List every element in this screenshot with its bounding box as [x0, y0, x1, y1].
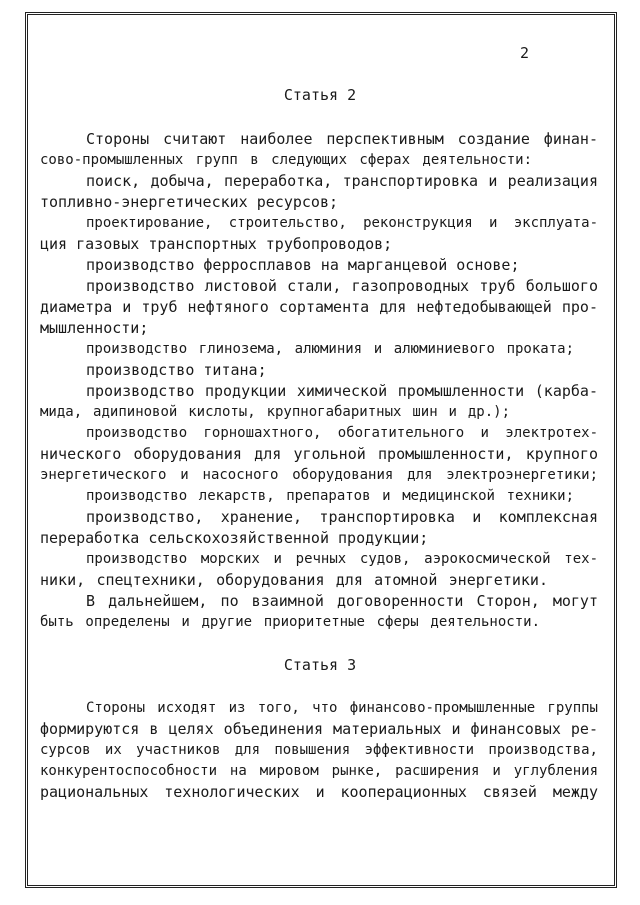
- article-2-line: мида, адипиновой кислоты, крупногабаритных шин и др.);: [40, 404, 510, 420]
- article-2-line: производство глинозема, алюминия и алюминиевого проката;: [86, 341, 574, 357]
- article-3-line: формируются в целях объединения материальных и финансовых ре-: [40, 720, 598, 738]
- article-2-line: мышленности;: [40, 319, 149, 337]
- page-number: 2: [520, 44, 530, 62]
- article-2-line: производство продукции химической промышленности (карба-: [86, 382, 598, 400]
- article-3-line: рациональных технологических и кооперационных связей между: [40, 783, 598, 801]
- article-2-line: производство, хранение, транспортировка и комплексная: [86, 508, 598, 526]
- article-3-line: конкурентоспособности на мировом рынке, расширения и углубления: [40, 763, 598, 779]
- article-2-line: переработка сельскохозяйственной продукции;: [40, 529, 429, 547]
- article-3-line: сурсов их участников для повышения эффективности производства,: [40, 742, 598, 758]
- article-2-line: нического оборудования для угольной промышленности, крупного: [40, 445, 598, 463]
- article-2-line: Стороны считают наиболее перспективным создание финан-: [86, 130, 598, 148]
- article-2-heading: Статья 2: [283, 86, 357, 104]
- article-2-line: быть определены и другие приоритетные сферы деятельности.: [40, 614, 540, 630]
- article-2-line: топливно-энергетических ресурсов;: [40, 193, 339, 211]
- article-2-line: производство морских и речных судов, аэрокосмической тех-: [86, 551, 598, 567]
- article-2-line: производство листовой стали, газопроводных труб большого: [86, 277, 598, 295]
- article-2-line: производство ферросплавов на марганцевой основе;: [86, 256, 520, 274]
- article-2-line: диаметра и труб нефтяного сортамента для нефтедобывающей про-: [40, 298, 598, 316]
- article-2-line: ники, спецтехники, оборудования для атомной энергетики.: [40, 571, 548, 589]
- article-2-line: поиск, добыча, переработка, транспортировка и реализация: [86, 172, 598, 190]
- article-3-line: Стороны исходят из того, что финансово-промышленные группы: [86, 700, 598, 716]
- article-2-line: производство лекарств, препаратов и медицинской техники;: [86, 488, 574, 504]
- article-2-line: проектирование, строительство, реконструкция и эксплуата-: [86, 215, 598, 231]
- article-2-line: энергетического и насосного оборудования для электроэнергетики;: [40, 467, 598, 483]
- article-2-line: В дальнейшем, по взаимной договоренности Сторон, могут: [86, 592, 598, 610]
- article-2-line: ция газовых транспортных трубопроводов;: [40, 235, 393, 253]
- article-3-heading: Статья 3: [283, 656, 357, 674]
- article-2-line: производство горношахтного, обогатительного и электротех-: [86, 425, 598, 441]
- article-2-line: производство титана;: [86, 361, 267, 379]
- article-2-line: сово-промышленных групп в следующих сферах деятельности:: [40, 152, 532, 168]
